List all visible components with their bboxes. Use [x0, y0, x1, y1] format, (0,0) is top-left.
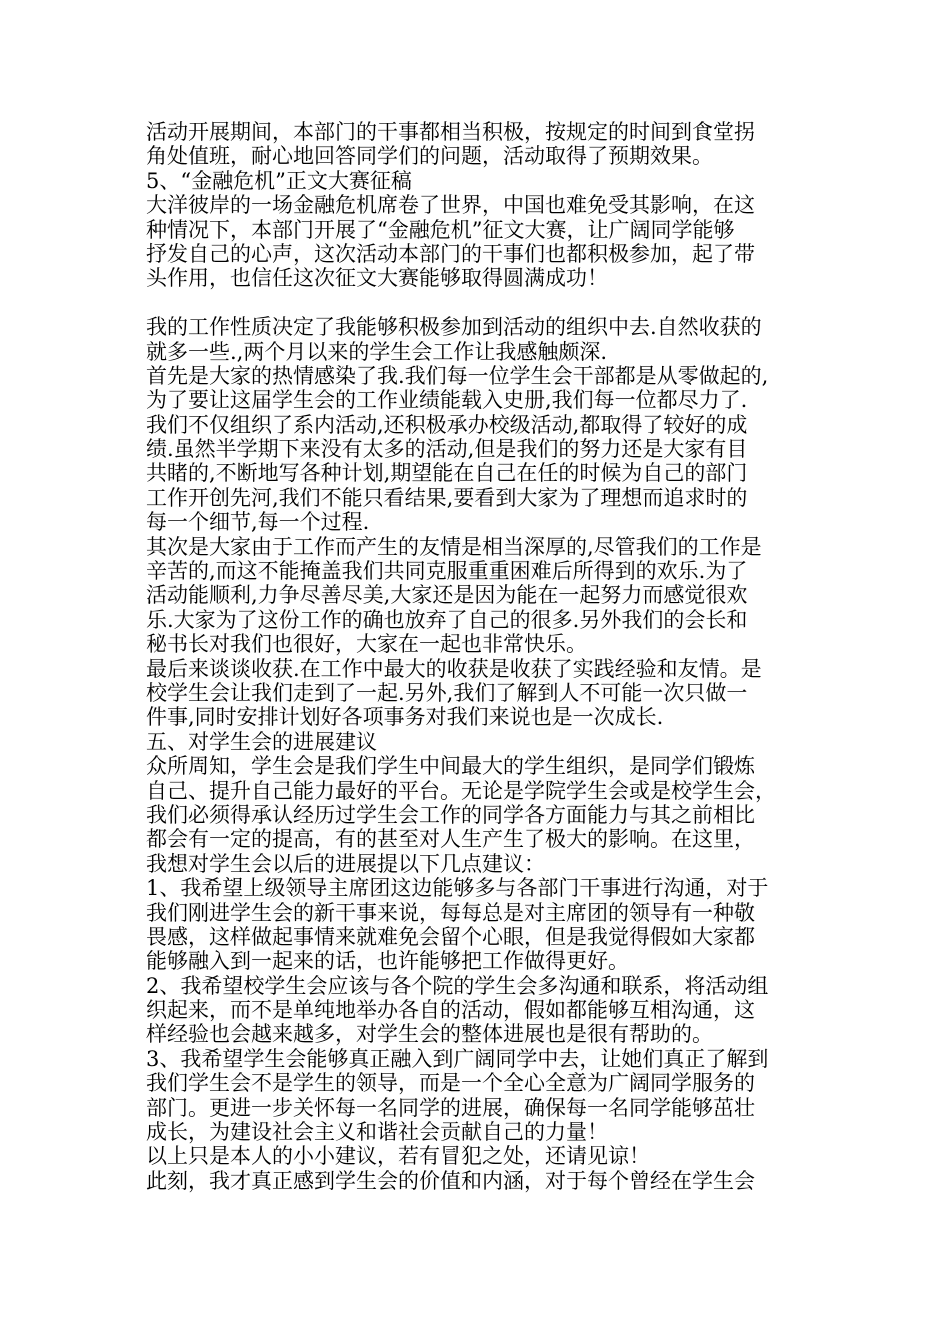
text-line: 样经验也会越来越多，对学生会的整体进展也是很有帮助的。 [146, 1022, 713, 1047]
text-line: 校学生会让我们走到了一起.另外,我们了解到人不可能一次只做一 [146, 680, 748, 705]
document-body [146, 120, 814, 1193]
text-line: 活动能顺利,力争尽善尽美,大家还是因为能在一起努力而感觉很欢 [146, 583, 748, 608]
text-line: 以上只是本人的小小建议，若有冒犯之处，还请见谅！ [146, 1144, 650, 1169]
text-line: 能够融入到一起来的话，也许能够把工作做得更好。 [146, 949, 629, 974]
text-line: 活动开展期间，本部门的干事都相当积极，按规定的时间到食堂拐 [146, 120, 755, 144]
text-line: 3、我希望学生会能够真正融入到广阔同学中去，让她们真正了解到 [146, 1046, 769, 1071]
blank-line [146, 291, 814, 315]
text-line: 辛苦的,而这不能掩盖我们共同克服重重困难后所得到的欢乐.为了 [146, 559, 748, 584]
text-line: 织起来，而不是单纯地举办各自的活动，假如都能够互相沟通，这 [146, 998, 755, 1023]
text-line: 抒发自己的心声，这次活动本部门的干事们也都积极参加，起了带 [146, 241, 755, 266]
text-line: 为了要让这届学生会的工作业绩能载入史册,我们每一位都尽力了. [146, 388, 748, 413]
text-line: 首先是大家的热情感染了我.我们每一位学生会干部都是从零做起的, [146, 363, 769, 388]
section-heading: 五、对学生会的进展建议 [146, 729, 377, 754]
text-line: 我的工作性质决定了我能够积极参加到活动的组织中去.自然收获的 [146, 315, 762, 340]
text-line: 自己、提升自己能力最好的平台。无论是学院学生会或是校学生会， [146, 778, 776, 803]
text-line: 成长，为建设社会主义和谐社会贡献自己的力量！ [146, 1120, 608, 1145]
text-line: 秘书长对我们也很好，大家在一起也非常快乐。 [146, 632, 587, 657]
text-line: 头作用，也信任这次征文大赛能够取得圆满成功！ [146, 266, 608, 291]
text-line: 每一个细节,每一个过程. [146, 510, 370, 535]
text-line: 1、我希望上级领导主席团这边能够多与各部门干事进行沟通，对于 [146, 876, 769, 901]
text-line: 我们刚进学生会的新干事来说，每每总是对主席团的领导有一种敬 [146, 900, 755, 925]
text-line: 角处值班，耐心地回答同学们的问题，活动取得了预期效果。 [146, 144, 713, 169]
text-line: 绩.虽然半学期下来没有太多的活动,但是我们的努力还是大家有目 [146, 437, 748, 462]
text-line: 我想对学生会以后的进展提以下几点建议： [146, 851, 545, 876]
text-line: 件事,同时安排计划好各项事务对我们来说也是一次成长. [146, 705, 664, 730]
text-line: 大洋彼岸的一场金融危机席卷了世界，中国也难免受其影响，在这 [146, 193, 755, 218]
text-line: 共睹的,不断地写各种计划,期望能在自己在任的时候为自己的部门 [146, 461, 748, 486]
text-line: 我们必须得承认经历过学生会工作的同学各方面能力与其之前相比 [146, 802, 755, 827]
text-line: 都会有一定的提高，有的甚至对人生产生了极大的影响。在这里， [146, 827, 755, 852]
text-line: 2、我希望校学生会应该与各个院的学生会多沟通和联系，将活动组 [146, 973, 769, 998]
text-line: 种情况下，本部门开展了“金融危机”征文大赛，让广阔同学能够 [146, 217, 735, 242]
text-line: 我们学生会不是学生的领导，而是一个全心全意为广阔同学服务的 [146, 1071, 755, 1096]
text-line: 我们不仅组织了系内活动,还积极承办校级活动,都取得了较好的成 [146, 412, 748, 437]
text-line: 乐.大家为了这份工作的确也放弃了自己的很多.另外我们的会长和 [146, 607, 748, 632]
text-line: 工作开创先河,我们不能只看结果,要看到大家为了理想而追求时的 [146, 485, 748, 510]
text-line: 此刻，我才真正感到学生会的价值和内涵，对于每个曾经在学生会 [146, 1168, 755, 1193]
text-line: 最后来谈谈收获.在工作中最大的收获是收获了实践经验和友情。是 [146, 656, 762, 681]
text-line: 众所周知，学生会是我们学生中间最大的学生组织，是同学们锻炼 [146, 754, 755, 779]
text-line: 畏感，这样做起事情来就难免会留个心眼，但是我觉得假如大家都 [146, 924, 755, 949]
section-heading: 5、“金融危机”正文大赛征稿 [146, 168, 412, 193]
text-line: 部门。更进一步关怀每一名同学的进展，确保每一名同学能够茁壮 [146, 1095, 755, 1120]
text-line: 就多一些.,两个月以来的学生会工作让我感触颇深. [146, 339, 608, 364]
text-line: 其次是大家由于工作而产生的友情是相当深厚的,尽管我们的工作是 [146, 534, 762, 559]
